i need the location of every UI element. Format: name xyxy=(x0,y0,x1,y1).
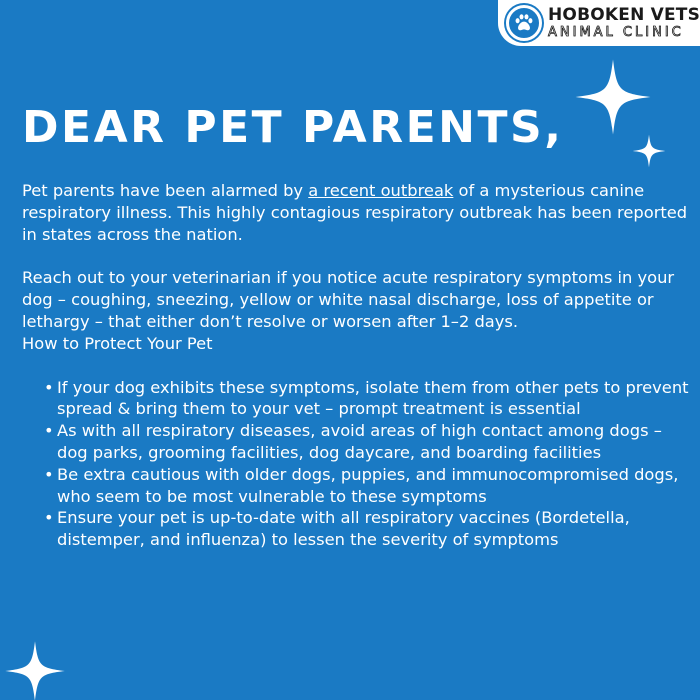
clinic-logo xyxy=(498,0,700,46)
logo-subtitle: ANIMAL CLINIC xyxy=(548,25,684,40)
outbreak-link[interactable]: a recent outbreak xyxy=(308,181,454,200)
list-item: • Ensure your pet is up-to-date with all respiratory vaccines (Bordetella, distemper, and influenza) to lessen the severity of symptoms xyxy=(44,507,692,551)
intro-text-start: Pet parents have been alarmed by xyxy=(22,181,309,200)
intro-paragraph xyxy=(22,180,692,245)
list-item: • As with all respiratory diseases, avoid areas of high contact among dogs – dog parks, grooming facilities, dog daycare, and boarding facilities xyxy=(44,420,692,464)
paw-icon xyxy=(506,5,542,41)
sparkle-icon xyxy=(4,640,66,700)
list-item: • Be extra cautious with older dogs, puppies, and immunocompromised dogs, who seem to be most vulnerable to these symptoms xyxy=(44,464,692,508)
advice-paragraph: Reach out to your veterinarian if you notice acute respiratory symptoms in your dog – coughing, sneezing, yellow or white nasal discharge, loss of appetite or lethargy – that either don’t resolve or worsen after 1–2 days. xyxy=(22,268,675,331)
sparkle-icon xyxy=(574,58,652,136)
logo-wordmark xyxy=(548,7,700,39)
protect-heading: How to Protect Your Pet xyxy=(22,333,213,353)
protection-tips-list xyxy=(22,377,692,551)
intro-text-end: of a mysterious canine respiratory illness. This highly contagious respiratory outbreak has been reported in states across the nation. xyxy=(22,181,688,244)
page-title: DEAR PET PARENTS, xyxy=(22,102,564,153)
letter-body xyxy=(22,180,692,551)
sparkle-icon xyxy=(632,134,666,168)
logo-name: HOBOKEN VETS xyxy=(548,5,700,25)
list-item: • If your dog exhibits these symptoms, isolate them from other pets to prevent spread & bring them to your vet – prompt treatment is essential xyxy=(44,377,692,421)
